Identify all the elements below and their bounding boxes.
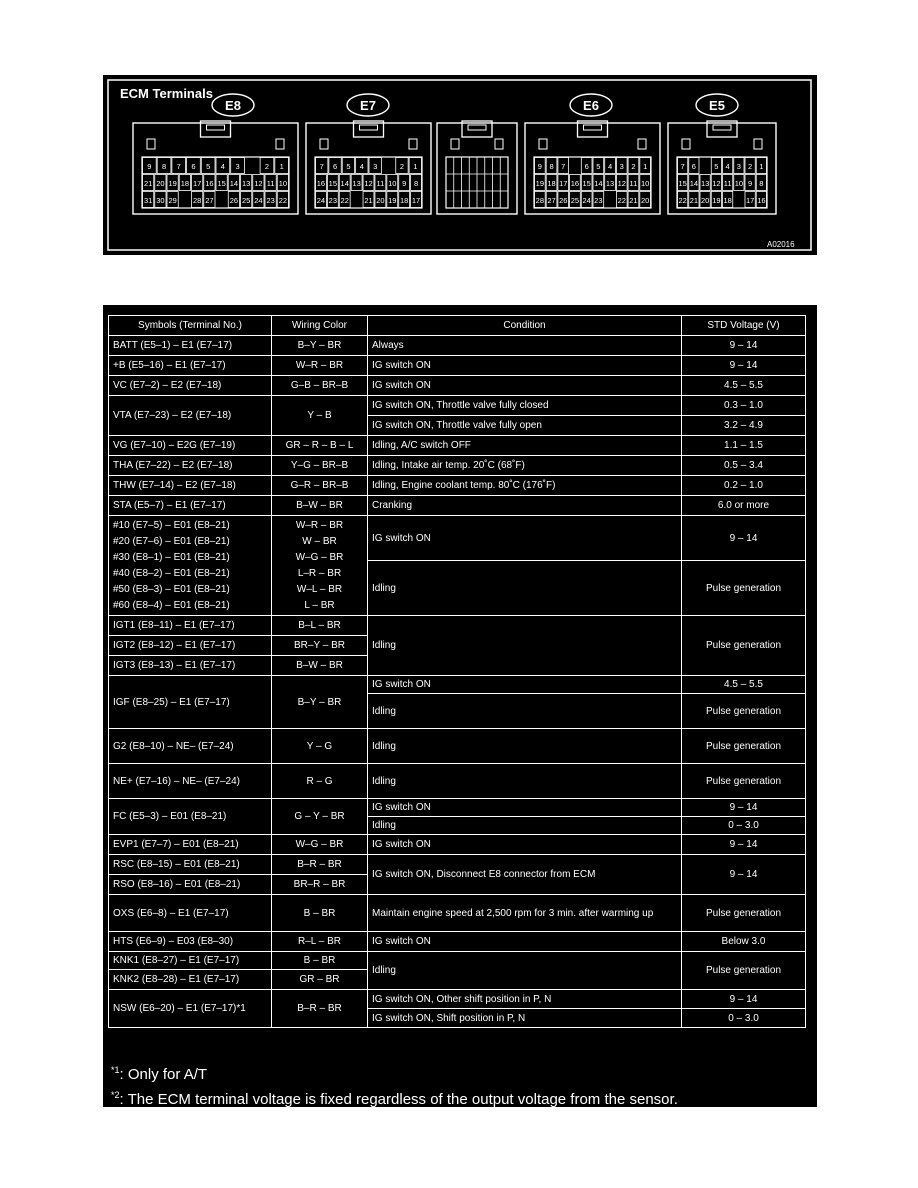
voltage-cell: 9 – 14	[682, 855, 806, 895]
pin-number: 24	[316, 196, 326, 205]
pin-number: 20	[700, 196, 710, 205]
pin-number: 9	[537, 162, 542, 171]
wiring-color-cell: B – BR	[272, 895, 368, 932]
symbol-cell: IGT3 (E8–13) – E1 (E7–17)	[109, 656, 272, 676]
pin-number: 16	[316, 179, 326, 188]
condition-cell: IG switch ON	[368, 835, 682, 855]
pin-number: 2	[399, 162, 405, 171]
pin-number: 31	[143, 196, 153, 205]
pin-number: 27	[205, 196, 214, 205]
symbol-cell: KNK1 (E8–27) – E1 (E7–17)	[109, 952, 272, 970]
condition-cell: IG switch ON, Other shift position in P, N	[368, 990, 682, 1009]
voltage-cell: 9 – 14	[682, 356, 806, 376]
pin-number: 6	[691, 162, 696, 171]
voltage-cell: Pulse generation	[682, 895, 806, 932]
pin-number: 7	[561, 162, 566, 171]
pin-number: 12	[617, 179, 626, 188]
wiring-color-cell: Y – B	[272, 396, 368, 436]
wiring-color-cell: R – G	[272, 764, 368, 799]
condition-cell: IG switch ON, Throttle valve fully closed	[368, 396, 682, 416]
voltage-cell: 0 – 3.0	[682, 817, 806, 835]
wiring-color-cell: B–R – BR	[272, 855, 368, 875]
pin-number: 17	[559, 179, 568, 188]
voltage-cell: 4.5 – 5.5	[682, 676, 806, 694]
wiring-color-cell: B – BR	[272, 952, 368, 970]
pin-number: 3	[235, 162, 240, 171]
condition-cell: Idling	[368, 694, 682, 729]
symbol-cell	[109, 516, 272, 616]
injector-symbol: #20 (E7–6) – E01 (E8–21)	[113, 535, 230, 547]
pin-number: 3	[373, 162, 378, 171]
pin-number: 19	[712, 196, 721, 205]
injector-wire: L–R – BR	[297, 567, 342, 579]
voltage-cell: 9 – 14	[682, 516, 806, 561]
pin-number: 20	[156, 179, 165, 188]
injector-symbol: #60 (E8–4) – E01 (E8–21)	[113, 599, 230, 611]
condition-cell: Idling	[368, 764, 682, 799]
voltage-cell: 0.3 – 1.0	[682, 396, 806, 416]
symbol-cell: RSO (E8–16) – E01 (E8–21)	[109, 875, 272, 895]
symbol-cell: THA (E7–22) – E2 (E7–18)	[109, 456, 272, 476]
pin-number: 10	[388, 179, 397, 188]
condition-cell: Idling	[368, 817, 682, 835]
pin-number: 6	[332, 162, 338, 171]
symbol-cell: OXS (E6–8) – E1 (E7–17)	[109, 895, 272, 932]
symbol-cell: THW (E7–14) – E2 (E7–18)	[109, 476, 272, 496]
condition-cell: Cranking	[368, 496, 682, 516]
latch-slot	[713, 125, 731, 130]
wiring-color-cell: W–G – BR	[272, 835, 368, 855]
pin-number: 21	[143, 179, 153, 188]
footnote-2: $^{*2}$: The ECM terminal voltage is fixed regardless of the output voltage from the sensor.	[111, 1090, 678, 1108]
table-row	[109, 396, 806, 416]
pin-number: 6	[584, 162, 589, 171]
table-row	[109, 436, 806, 456]
wiring-color-cell: BR–R – BR	[272, 875, 368, 895]
pin-number: 2	[748, 162, 753, 171]
pin-number: 5	[206, 162, 211, 171]
condition-cell: IG switch ON, Throttle valve fully open	[368, 416, 682, 436]
connector-key	[320, 139, 328, 149]
pin-number: 2	[264, 162, 270, 171]
wiring-color-cell: B–Y – BR	[272, 676, 368, 729]
pin-number: 23	[328, 196, 338, 205]
pin-number: 17	[411, 196, 421, 205]
condition-cell: Idling	[368, 616, 682, 676]
voltage-cell: Pulse generation	[682, 694, 806, 729]
pin-number: 15	[328, 179, 338, 188]
latch-slot	[468, 125, 486, 130]
voltage-cell: 0.2 – 1.0	[682, 476, 806, 496]
pin-number: 4	[607, 162, 613, 171]
pin-number: 15	[217, 179, 226, 188]
pin-number: 16	[757, 196, 766, 205]
pin-number: 17	[745, 196, 755, 205]
pin-number: 7	[680, 162, 685, 171]
pin-number: 15	[582, 179, 591, 188]
condition-cell: Idling	[368, 729, 682, 764]
pin-number: 25	[241, 196, 251, 205]
voltage-cell: Pulse generation	[682, 952, 806, 990]
connector-key	[638, 139, 646, 149]
connector-key	[754, 139, 762, 149]
pin-number: 8	[549, 162, 554, 171]
wiring-color-cell: GR – BR	[272, 970, 368, 990]
pin-number: 18	[399, 196, 409, 205]
pin-number: 18	[723, 196, 732, 205]
pin-number: 4	[359, 162, 364, 171]
symbol-cell: IGT2 (E8–12) – E1 (E7–17)	[109, 636, 272, 656]
pin-number: 5	[714, 162, 719, 171]
pin-number: 11	[629, 179, 638, 188]
pin-number: 7	[176, 162, 181, 171]
table-row	[109, 456, 806, 476]
pin-number: 23	[594, 196, 603, 205]
table-row	[109, 376, 806, 396]
pin-number: 18	[180, 179, 190, 188]
injector-wire: W – BR	[302, 535, 337, 547]
wiring-color-cell: GR – R – B – L	[272, 436, 368, 456]
header-condition: Condition	[368, 316, 682, 336]
condition-cell: Idling, Engine coolant temp. 80˚C (176˚F)	[368, 476, 682, 496]
wiring-color-cell: Y – G	[272, 729, 368, 764]
pin-number: 23	[266, 196, 275, 205]
injector-wire: L – BR	[304, 599, 335, 611]
diagram-title: ECM Terminals	[120, 86, 213, 101]
injector-symbol: #40 (E8–2) – E01 (E8–21)	[113, 567, 230, 579]
table-row	[109, 676, 806, 694]
wiring-color-cell: BR–Y – BR	[272, 636, 368, 656]
table-row	[109, 616, 806, 636]
voltage-cell: 9 – 14	[682, 799, 806, 817]
pin-number: 8	[413, 179, 419, 188]
ecm-terminals-diagram	[103, 75, 817, 255]
pin-number: 11	[376, 179, 385, 188]
wiring-color-cell: B–Y – BR	[272, 336, 368, 356]
footnotes	[111, 1060, 678, 1110]
table-header-row	[109, 316, 806, 336]
pin-number: 14	[229, 179, 239, 188]
pin-number: 1	[759, 162, 764, 171]
symbol-cell: BATT (E5–1) – E1 (E7–17)	[109, 336, 272, 356]
pin-number: 19	[388, 196, 397, 205]
symbol-cell: KNK2 (E8–28) – E1 (E7–17)	[109, 970, 272, 990]
pin-number: 22	[278, 196, 288, 205]
pin-number: 26	[559, 196, 568, 205]
pin-number: 13	[352, 179, 361, 188]
condition-cell: IG switch ON	[368, 376, 682, 396]
voltage-cell: Pulse generation	[682, 764, 806, 799]
table-row	[109, 799, 806, 817]
connector-key	[409, 139, 417, 149]
connector-label-E7: E7	[360, 98, 376, 113]
table-row	[109, 990, 806, 1009]
pin-number: 5	[346, 162, 351, 171]
pin-number: 1	[413, 162, 418, 171]
symbol-cell: VG (E7–10) – E2G (E7–19)	[109, 436, 272, 456]
condition-cell: IG switch ON, Shift position in P, N	[368, 1009, 682, 1028]
table-row	[109, 932, 806, 952]
pin-number: 27	[547, 196, 556, 205]
symbol-cell: RSC (E8–15) – E01 (E8–21)	[109, 855, 272, 875]
symbol-cell: HTS (E6–9) – E03 (E8–30)	[109, 932, 272, 952]
injector-symbol: #30 (E8–1) – E01 (E8–21)	[113, 551, 230, 563]
pin-number: 2	[631, 162, 636, 171]
pin-number: 28	[192, 196, 202, 205]
table-row	[109, 496, 806, 516]
voltage-cell: 6.0 or more	[682, 496, 806, 516]
pin-number: 8	[161, 162, 167, 171]
pin-number: 14	[594, 179, 603, 188]
table-row	[109, 356, 806, 376]
symbol-cell: IGF (E8–25) – E1 (E7–17)	[109, 676, 272, 729]
pin-number: 10	[278, 179, 288, 188]
wiring-color-cell: R–L – BR	[272, 932, 368, 952]
pin-number: 13	[605, 179, 615, 188]
table-row	[109, 476, 806, 496]
wiring-color-cell: B–R – BR	[272, 990, 368, 1028]
latch-slot	[207, 125, 225, 130]
pin-number: 7	[319, 162, 324, 171]
pin-number: 9	[147, 162, 152, 171]
pin-number: 13	[241, 179, 251, 188]
pin-number: 10	[640, 179, 650, 188]
pin-number: 20	[376, 196, 385, 205]
symbol-cell: VC (E7–2) – E2 (E7–18)	[109, 376, 272, 396]
pin-number: 30	[156, 196, 165, 205]
pin-number: 17	[192, 179, 202, 188]
voltage-cell: Pulse generation	[682, 561, 806, 616]
condition-cell: Idling, A/C switch OFF	[368, 436, 682, 456]
pin-number: 11	[266, 179, 275, 188]
pin-number: 16	[570, 179, 580, 188]
pin-number: 19	[535, 179, 545, 188]
connector-label-E6: E6	[583, 98, 599, 113]
voltage-cell: 1.1 – 1.5	[682, 436, 806, 456]
pin-number: 1	[643, 162, 648, 171]
pin-number: 13	[700, 179, 710, 188]
wiring-color-cell: B–W – BR	[272, 496, 368, 516]
wiring-color-cell: Y–G – BR–B	[272, 456, 368, 476]
symbol-cell: STA (E5–7) – E1 (E7–17)	[109, 496, 272, 516]
injector-symbol: #50 (E8–3) – E01 (E8–21)	[113, 583, 230, 595]
table-row	[109, 764, 806, 799]
pin-number: 24	[254, 196, 263, 205]
condition-cell: Idling, Intake air temp. 20˚C (68˚F)	[368, 456, 682, 476]
header-symbols: Symbols (Terminal No.)	[109, 316, 272, 336]
diagram-code: A02016	[767, 240, 795, 249]
pin-number: 1	[279, 162, 284, 171]
connector-label-E8: E8	[225, 98, 241, 113]
table-row	[109, 336, 806, 356]
pin-number: 22	[617, 196, 626, 205]
condition-cell: Idling	[368, 952, 682, 990]
pin-number: 20	[640, 196, 650, 205]
symbol-cell: EVP1 (E7–7) – E01 (E8–21)	[109, 835, 272, 855]
pin-number: 22	[340, 196, 349, 205]
table-row	[109, 952, 806, 970]
pin-number: 6	[191, 162, 196, 171]
pin-number: 19	[168, 179, 177, 188]
footnote-1: $^{*1}$: Only for A/T	[111, 1065, 208, 1083]
wiring-color-cell: G – Y – BR	[272, 799, 368, 835]
pin-number: 9	[748, 179, 753, 188]
symbol-cell: +B (E5–16) – E1 (E7–17)	[109, 356, 272, 376]
pin-number: 12	[254, 179, 263, 188]
table-row	[109, 835, 806, 855]
condition-cell: IG switch ON	[368, 356, 682, 376]
voltage-cell: 9 – 14	[682, 336, 806, 356]
condition-cell: IG switch ON	[368, 676, 682, 694]
symbol-cell: IGT1 (E8–11) – E1 (E7–17)	[109, 616, 272, 636]
injector-wire: W–L – BR	[296, 583, 343, 595]
pin-number: 22	[678, 196, 687, 205]
condition-cell: Maintain engine speed at 2,500 rpm for 3 min. after warming up	[368, 895, 682, 932]
pin-number: 11	[723, 179, 732, 188]
condition-cell: IG switch ON, Disconnect E8 connector from ECM	[368, 855, 682, 895]
connector-key	[682, 139, 690, 149]
voltage-cell: 9 – 14	[682, 990, 806, 1009]
connector-key	[276, 139, 284, 149]
header-wiring-color: Wiring Color	[272, 316, 368, 336]
wiring-color-cell	[272, 516, 368, 616]
latch-slot	[360, 125, 378, 130]
pin-number: 24	[582, 196, 591, 205]
symbol-cell: NE+ (E7–16) – NE– (E7–24)	[109, 764, 272, 799]
condition-cell: Always	[368, 336, 682, 356]
voltage-cell: 0.5 – 3.4	[682, 456, 806, 476]
pin-number: 16	[205, 179, 214, 188]
pin-number: 4	[220, 162, 225, 171]
pin-number: 21	[364, 196, 373, 205]
wiring-color-cell: G–B – BR–B	[272, 376, 368, 396]
pin-number: 12	[712, 179, 721, 188]
pin-number: 26	[229, 196, 239, 205]
table-row	[109, 516, 806, 561]
voltage-cell: 0 – 3.0	[682, 1009, 806, 1028]
condition-cell: Idling	[368, 561, 682, 616]
condition-cell: IG switch ON	[368, 799, 682, 817]
pin-number: 10	[734, 179, 744, 188]
table-row	[109, 855, 806, 875]
voltage-cell: Pulse generation	[682, 616, 806, 676]
wiring-color-cell: W–R – BR	[272, 356, 368, 376]
voltage-cell: Pulse generation	[682, 729, 806, 764]
symbol-cell: NSW (E6–20) – E1 (E7–17)*1	[109, 990, 272, 1028]
pin-number: 15	[678, 179, 687, 188]
pin-number: 12	[364, 179, 373, 188]
terminal-voltage-table-panel	[103, 305, 817, 1107]
voltage-cell: 4.5 – 5.5	[682, 376, 806, 396]
pin-number: 8	[759, 179, 764, 188]
header-std-voltage: STD Voltage (V)	[682, 316, 806, 336]
pin-number: 5	[596, 162, 601, 171]
table-row	[109, 729, 806, 764]
wiring-color-cell: B–L – BR	[272, 616, 368, 636]
pin-number: 3	[619, 162, 624, 171]
connector-diagram-svg	[103, 75, 817, 255]
condition-cell: IG switch ON	[368, 516, 682, 561]
voltage-cell: 9 – 14	[682, 835, 806, 855]
table-row	[109, 895, 806, 932]
terminal-voltage-table	[108, 315, 806, 1028]
pin-number: 28	[535, 196, 545, 205]
pin-number: 14	[340, 179, 349, 188]
symbol-cell: VTA (E7–23) – E2 (E7–18)	[109, 396, 272, 436]
connector-key	[147, 139, 155, 149]
condition-cell: IG switch ON	[368, 932, 682, 952]
symbol-cell: FC (E5–3) – E01 (E8–21)	[109, 799, 272, 835]
pin-number: 21	[689, 196, 699, 205]
voltage-cell: 3.2 – 4.9	[682, 416, 806, 436]
symbol-cell: G2 (E8–10) – NE– (E7–24)	[109, 729, 272, 764]
pin-number: 21	[629, 196, 638, 205]
pin-number: 18	[547, 179, 556, 188]
injector-wire: W–R – BR	[295, 519, 344, 531]
connector-label-E5: E5	[709, 98, 725, 113]
pin-number: 3	[736, 162, 741, 171]
pin-number: 4	[725, 162, 730, 171]
connector-key	[451, 139, 459, 149]
injector-wire: W–G – BR	[295, 551, 344, 563]
pin-number: 9	[402, 179, 407, 188]
wiring-color-cell: B–W – BR	[272, 656, 368, 676]
latch-slot	[584, 125, 602, 130]
voltage-cell: Below 3.0	[682, 932, 806, 952]
pin-number: 25	[570, 196, 580, 205]
connector-key	[495, 139, 503, 149]
pin-number: 29	[168, 196, 177, 205]
pin-number: 14	[689, 179, 699, 188]
injector-symbol: #10 (E7–5) – E01 (E8–21)	[113, 519, 230, 531]
wiring-color-cell: G–R – BR–B	[272, 476, 368, 496]
connector-key	[539, 139, 547, 149]
